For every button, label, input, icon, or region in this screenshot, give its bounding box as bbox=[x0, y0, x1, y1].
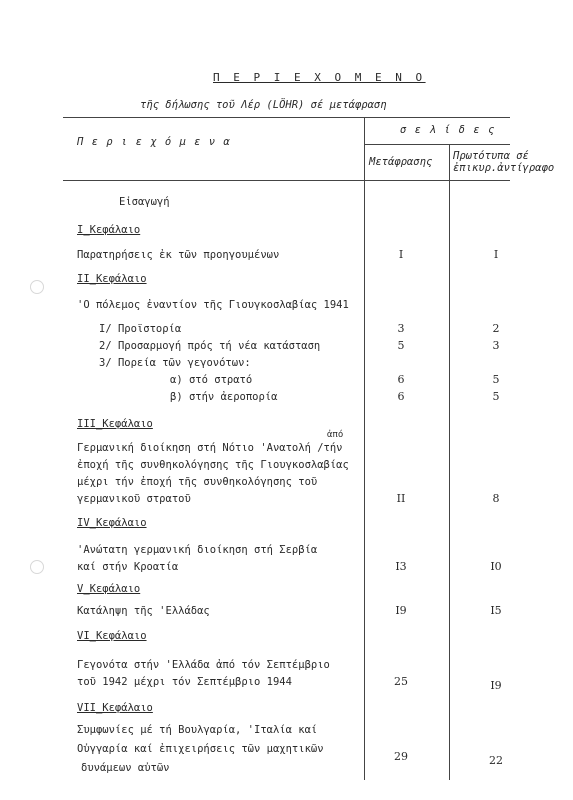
entry-text: Γερμανική διοίκηση στή Νότιο 'Ανατολή /τήν bbox=[77, 442, 343, 454]
table-top-rule bbox=[63, 117, 510, 118]
entry-text: μέχρι τήν ἐποχή τῆς συνθηκολόγησης τοῦ bbox=[77, 476, 318, 488]
entry-subitem: α) στό στρατό bbox=[170, 374, 253, 386]
translation-page-number: 29 bbox=[394, 750, 408, 763]
entry-text: 'Ανώτατη γερμανική διοίκηση στή Σερβία bbox=[77, 544, 318, 556]
translation-page-number: II bbox=[396, 492, 406, 505]
chapter-heading: I_Κεφάλαιο bbox=[77, 224, 141, 236]
entry-text: Οὐγγαρία καί ἐπιχειρήσεις τῶν μαχητικῶν bbox=[77, 743, 324, 755]
entry-subitem: 3/ Πορεία τῶν γεγονότων: bbox=[99, 357, 251, 369]
original-column-header-line2: ἐπικυρ.ἀντίγραφο bbox=[453, 162, 555, 174]
pages-column-divider bbox=[449, 144, 450, 780]
page-title: Π Ε Ρ Ι Ε Χ Ο Μ Ε Ν Ο bbox=[213, 71, 426, 84]
original-page-number: 3 bbox=[492, 339, 500, 352]
handwritten-insertion: ἀπό bbox=[327, 430, 344, 440]
entry-text: γερμανικοῦ στρατοῦ bbox=[77, 493, 191, 505]
entry-text: Συμφωνίες μέ τή Βουλγαρία, 'Ιταλία καί bbox=[77, 724, 318, 736]
translation-page-number: I9 bbox=[395, 604, 407, 617]
translation-page-number: 6 bbox=[397, 373, 405, 386]
original-column-header-line1: Πρωτότυπα σέ bbox=[453, 150, 529, 162]
original-page-number: 5 bbox=[492, 373, 500, 386]
original-page-number: 22 bbox=[489, 754, 503, 767]
original-page-number: I5 bbox=[490, 604, 502, 617]
entry-text: Γεγονότα στήν 'Ελλάδα ἀπό τόν Σεπτέμβριο bbox=[77, 659, 330, 671]
contents-column-divider bbox=[364, 117, 365, 780]
entry-text: τοῦ 1942 μέχρι τόν Σεπτέμβριο 1944 bbox=[77, 676, 292, 688]
original-page-number: I0 bbox=[490, 560, 502, 573]
entry-text: 'Ο πόλεμος ἐναντίον τῆς Γιουγκοσλαβίας 1941 bbox=[77, 299, 349, 311]
entry-subitem: 2/ Προσαρμογή πρός τή νέα κατάσταση bbox=[99, 340, 321, 352]
entry-subitem: I/ Προϊστορία bbox=[99, 323, 182, 335]
pages-column-header: σ ε λ ί δ ε ς bbox=[400, 124, 496, 136]
original-page-number: 2 bbox=[492, 322, 500, 335]
chapter-heading: VII_Κεφάλαιο bbox=[77, 702, 153, 714]
header-bottom-rule bbox=[63, 180, 510, 181]
entry-text: Παρατηρήσεις ἐκ τῶν προηγουμένων bbox=[77, 249, 280, 261]
translation-column-header: Μετάφρασης bbox=[369, 156, 433, 168]
chapter-heading: II_Κεφάλαιο bbox=[77, 273, 147, 285]
punch-hole-mark bbox=[30, 560, 44, 574]
original-page-number: 8 bbox=[492, 492, 500, 505]
pages-header-rule bbox=[364, 144, 510, 145]
chapter-heading: IV_Κεφάλαιο bbox=[77, 517, 147, 529]
contents-column-header: Π ε ρ ι ε χ ό μ ε ν α bbox=[77, 136, 231, 148]
translation-page-number: 3 bbox=[397, 322, 405, 335]
entry-text: δυνάμεων αὐτῶν bbox=[81, 762, 170, 774]
translation-page-number: I3 bbox=[395, 560, 407, 573]
original-page-number: I bbox=[493, 248, 499, 261]
entry-text: Κατάληψη τῆς 'Ελλάδας bbox=[77, 605, 210, 617]
entry-subitem: β) στήν ἀεροπορία bbox=[170, 391, 278, 403]
translation-page-number: 6 bbox=[397, 390, 405, 403]
entry-introduction: Εἰσαγωγή bbox=[119, 196, 170, 208]
entry-text: καί στήν Κροατία bbox=[77, 561, 179, 573]
page-subtitle: τῆς δήλωσης τοῦ Λέρ (LÖHR) σέ μετάφραση bbox=[140, 99, 387, 111]
original-page-number: I9 bbox=[490, 679, 502, 692]
translation-page-number: 25 bbox=[394, 675, 408, 688]
original-page-number: 5 bbox=[492, 390, 500, 403]
chapter-heading: III_Κεφάλαιο bbox=[77, 418, 153, 430]
translation-page-number: 5 bbox=[397, 339, 405, 352]
entry-text: ἐποχή τῆς συνθηκολόγησης τῆς Γιουγκοσλαβίας bbox=[77, 459, 349, 471]
chapter-heading: V_Κεφάλαιο bbox=[77, 583, 141, 595]
translation-page-number: I bbox=[398, 248, 404, 261]
chapter-heading: VI_Κεφάλαιο bbox=[77, 630, 147, 642]
punch-hole-mark bbox=[30, 280, 44, 294]
